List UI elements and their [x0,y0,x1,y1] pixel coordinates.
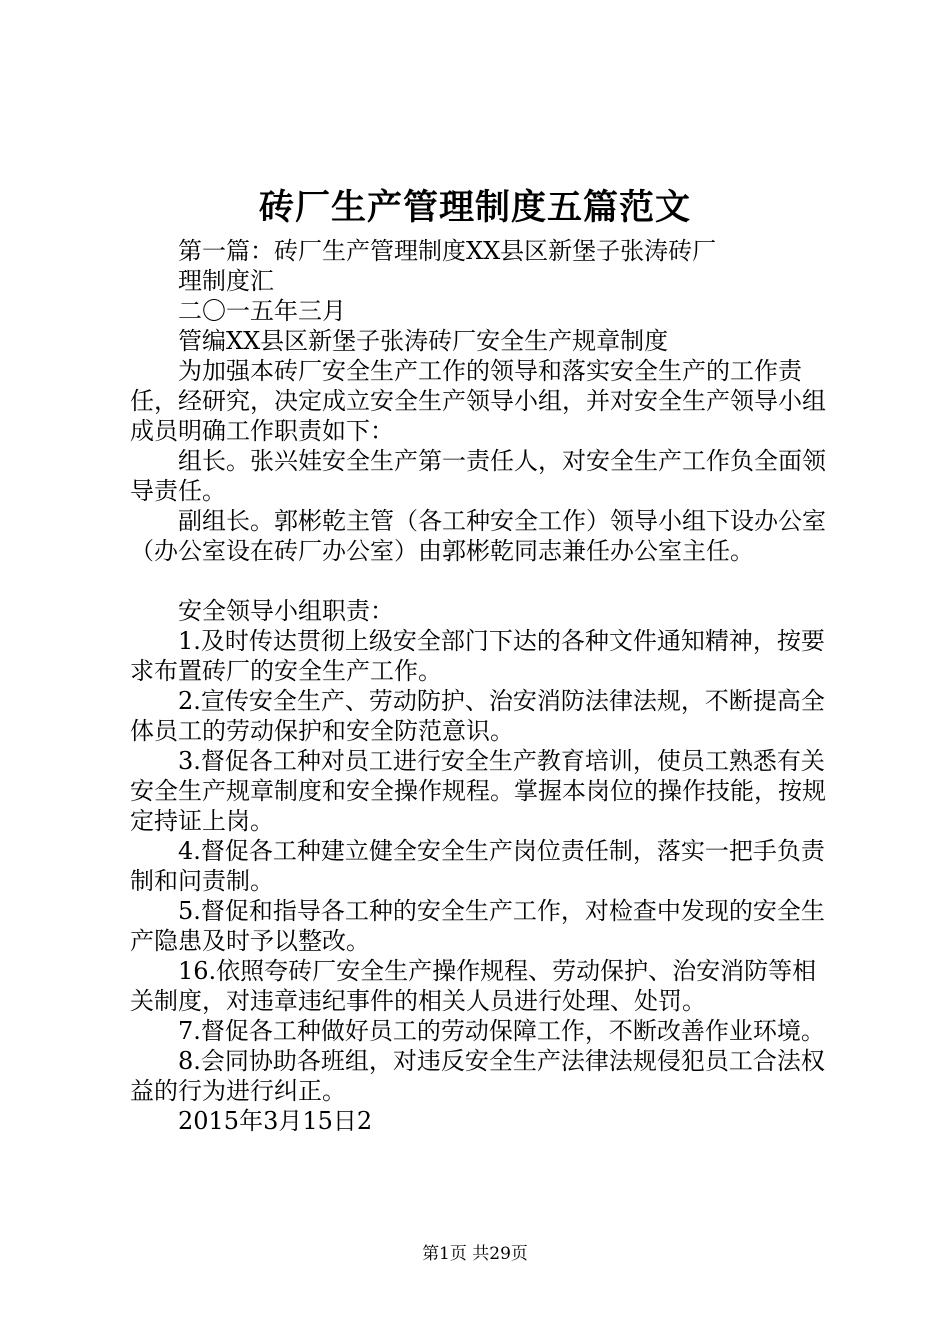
paragraph-duty-5: 5.督促和指导各工种的安全生产工作，对检查中发现的安全生产隐患及时予以整改。 [130,897,825,955]
paragraph-duty-4: 4.督促各工种建立健全安全生产岗位责任制，落实一把手负责制和问责制。 [130,837,825,895]
paragraph-deputy-leader: 副组长。郭彬乾主管（各工种安全工作）领导小组下设办公室（办公室设在砖厂办公室）由郭彬乾同志兼任办公室主任。 [130,507,826,565]
paragraph-subtitle: 管编XX县区新堡子张涛砖厂安全生产规章制度 [178,327,669,355]
paragraph-leader: 组长。张兴娃安全生产第一责任人，对安全生产工作负全面领导责任。 [130,447,826,505]
paragraph-duty-2: 2.宣传安全生产、劳动防护、治安消防法律法规，不断提高全体员工的劳动保护和安全防范意识。 [130,687,825,745]
paragraph-duty-8: 8.会同协助各班组，对违反安全生产法律法规侵犯员工合法权益的行为进行纠正。 [130,1047,825,1105]
paragraph-duty-3: 3.督促各工种对员工进行安全生产教育培训，使员工熟悉有关安全生产规章制度和安全操作规程。掌握本岗位的操作技能，按规定持证上岗。 [130,747,826,835]
page-number: 第1页 共29页 [422,1244,528,1264]
paragraph-section-heading: 第一篇：砖厂生产管理制度XX县区新堡子张涛砖厂 [178,237,717,265]
document-body [130,236,830,1136]
paragraph-duty-7: 7.督促各工种做好员工的劳动保障工作，不断改善作业环境。 [178,1017,825,1045]
paragraph-section-heading-cont: 理制度汇 [178,267,274,295]
paragraph-gap [130,566,830,596]
paragraph-duty-6: 16.依照夸砖厂安全生产操作规程、劳动保护、治安消防等相关制度，对违章违纪事件的相关人员进行处理、处罚。 [130,957,817,1015]
paragraph-duties-heading: 安全领导小组职责： [178,597,394,625]
paragraph-date-line: 二〇一五年三月 [178,297,346,325]
paragraph-signature-date: 2015年3月15日2 [178,1107,373,1135]
paragraph-duty-1: 1.及时传达贯彻上级安全部门下达的各种文件通知精神，按要求布置砖厂的安全生产工作。 [130,627,825,685]
paragraph-intro: 为加强本砖厂安全生产工作的领导和落实安全生产的工作责任，经研究，决定成立安全生产领导小组，并对安全生产领导小组成员明确工作职责如下： [130,357,826,445]
document-title: 砖厂生产管理制度五篇范文 [258,187,691,228]
